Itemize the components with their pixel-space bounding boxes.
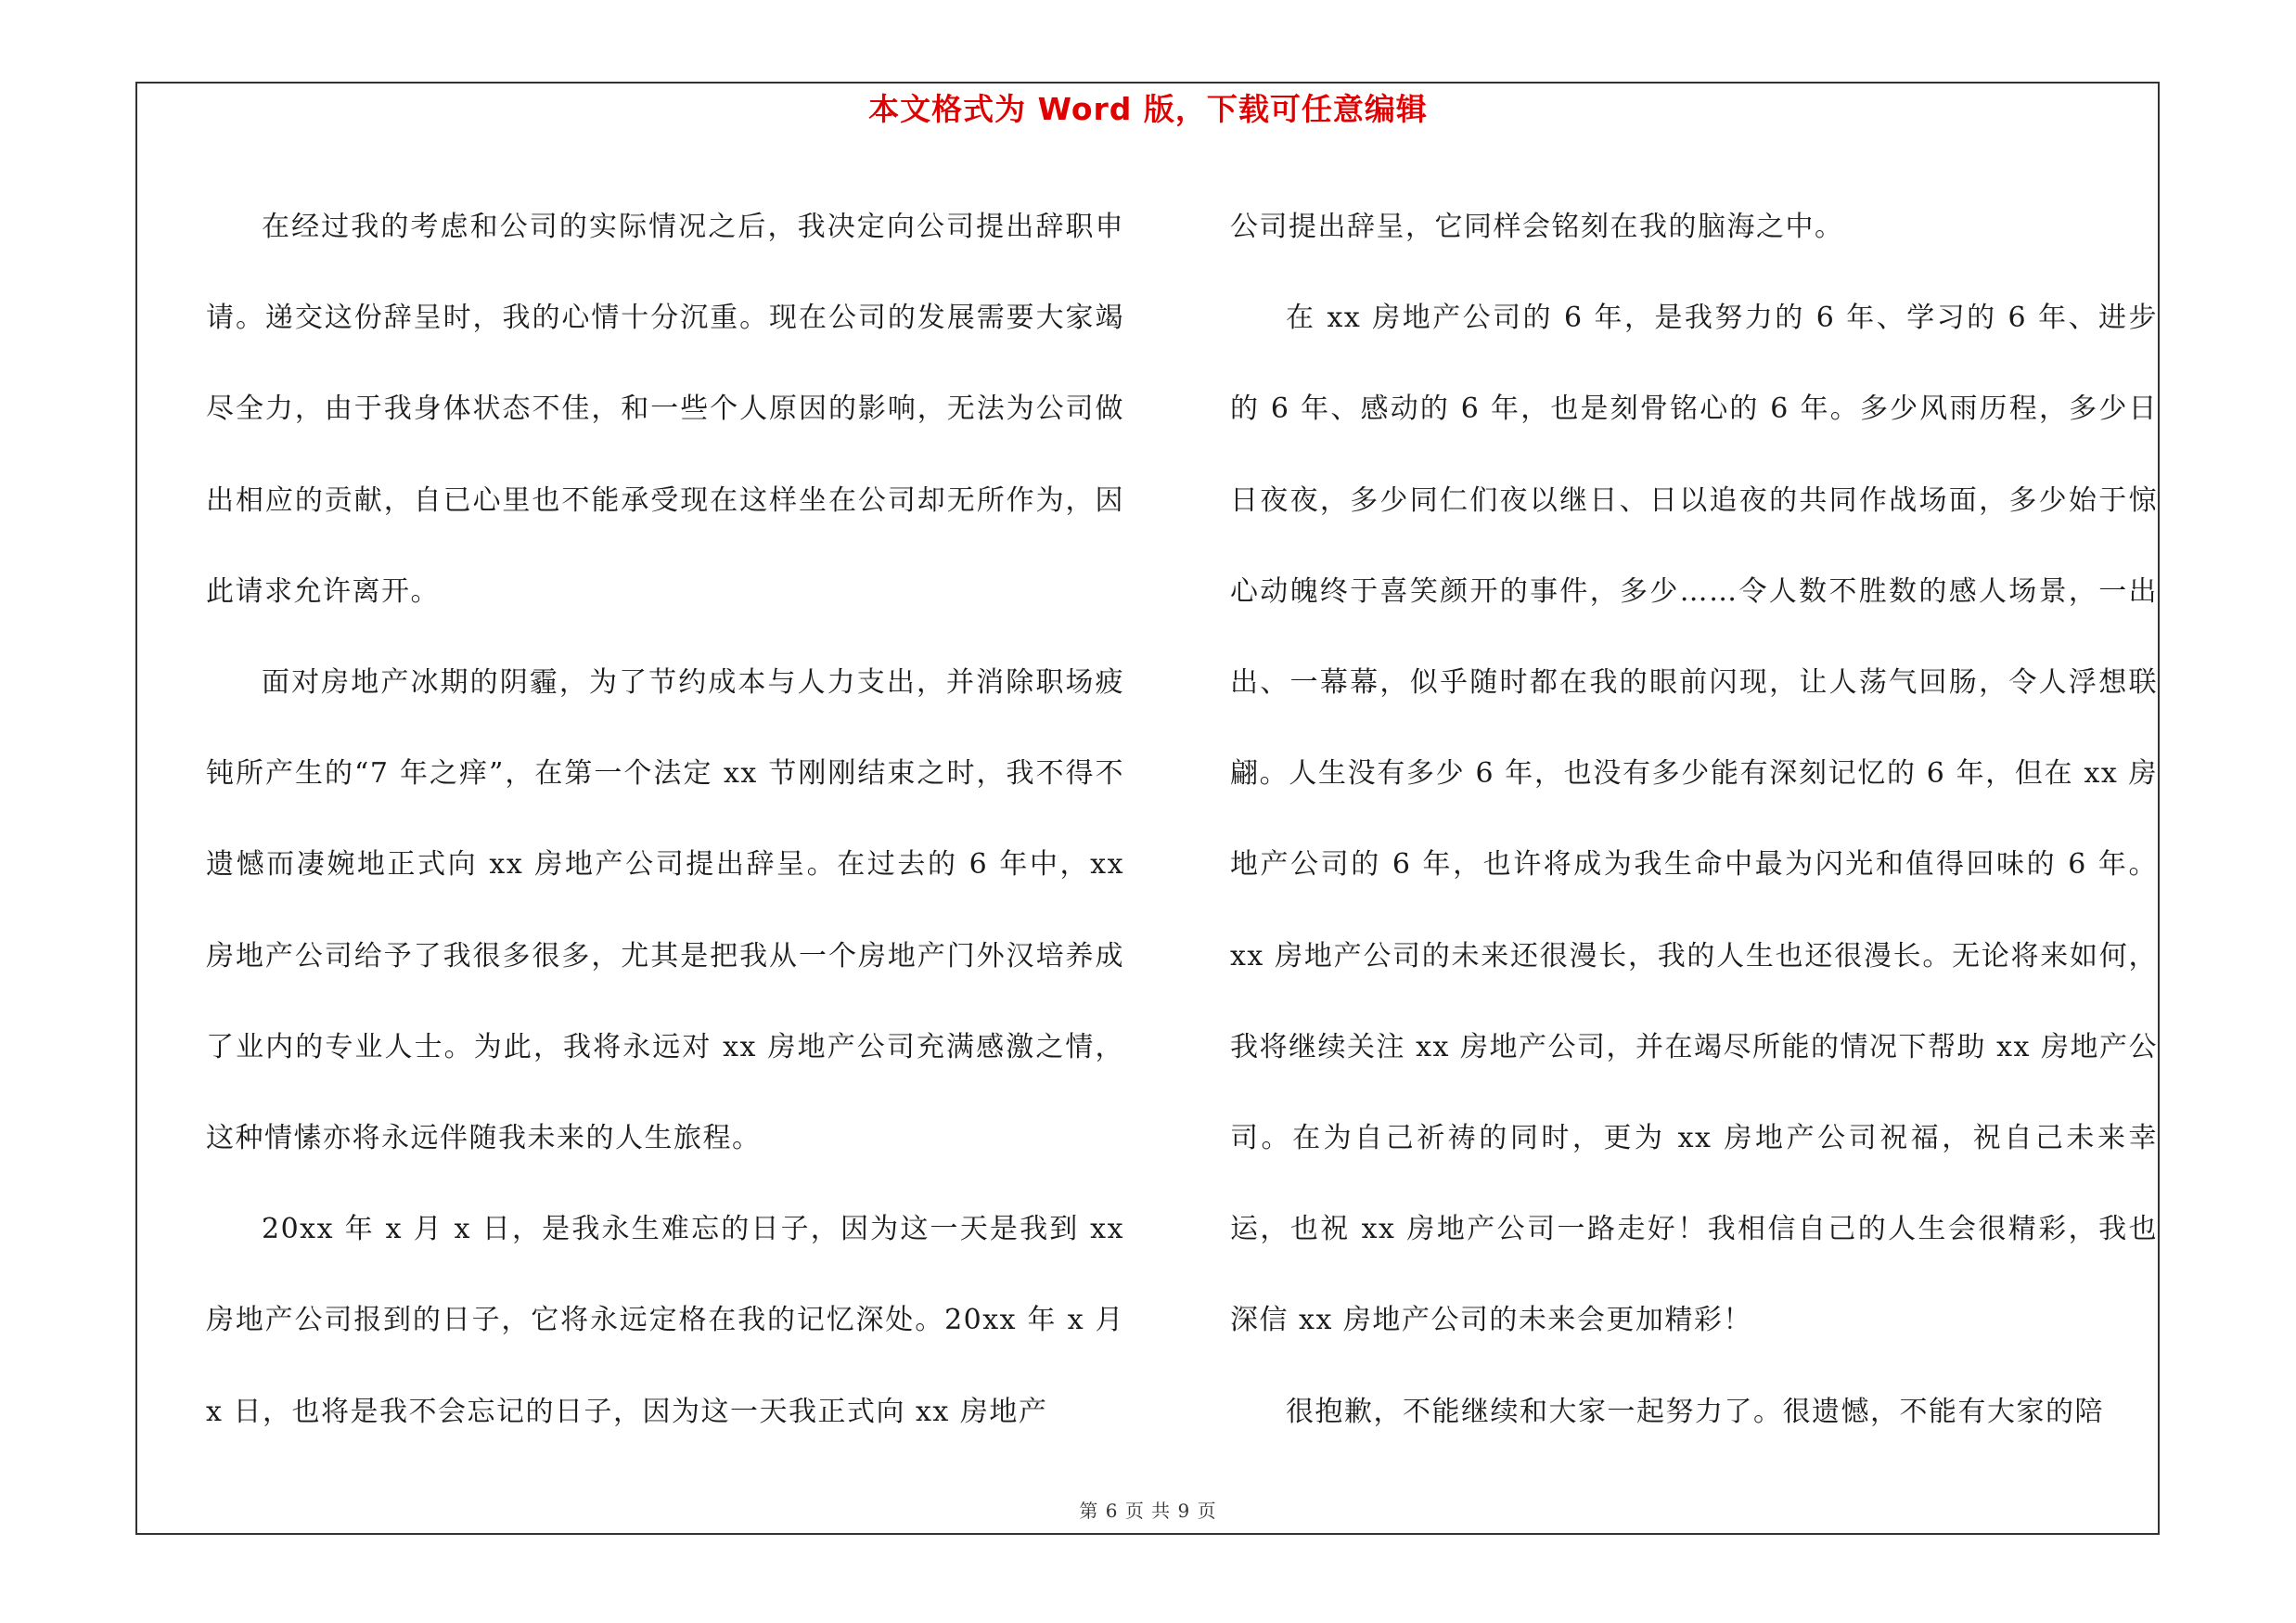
right-column (1230, 182, 2158, 1458)
paragraph: 在 xx 房地产公司的 6 年，是我努力的 6 年、学习的 6 年、进步的 6 年、感动的 6 年，也是刻骨铭心的 6 年。多少风雨历程，多少日日夜夜，多少同仁们夜以继日、日以追夜的共同作战场面，多少始于惊心动魄终于喜笑颜开的事件，多少……令人数不胜数的感人场景，一出出、一幕幕，似乎随时都在我的眼前闪现，让人荡气回肠，令人浮想联翩。人生没有多少 6 年，也没有多少能有深刻记忆的 6 年，但在 xx 房地产公司的 6 年，也许将成为我生命中最为闪光和值得回味的 6 年。xx 房地产公司的未来还很漫长，我的人生也还很漫长。无论将来如何，我将继续关注 xx 房地产公司，并在竭尽所能的情况下帮助 xx 房地产公司。在为自己祈祷的同时，更为 xx 房地产公司祝福，祝自己未来幸运，也祝 xx 房地产公司一路走好！我相信自己的人生会很精彩，我也深信 xx 房地产公司的未来会更加精彩！ (1230, 302, 2158, 1337)
paragraph: 20xx 年 x 月 x 日，是我永生难忘的日子，因为这一天是我到 xx 房地产公司报到的日子，它将永远定格在我的记忆深处。20xx 年 x 月 x 日，也将是我不会忘记的日子，因为这一天我正式向 xx 房地产 (206, 1213, 1124, 1428)
paragraph: 在经过我的考虑和公司的实际情况之后，我决定向公司提出辞职申请。递交这份辞呈时，我的心情十分沉重。现在公司的发展需要大家竭尽全力，由于我身体状态不佳，和一些个人原因的影响，无法为公司做出相应的贡献，自已心里也不能承受现在这样坐在公司却无所作为，因此请求允许离开。 (206, 211, 1124, 608)
paragraph: 很抱歉，不能继续和大家一起努力了。很遗憾，不能有大家的陪 (1286, 1395, 2104, 1428)
page-number-footer: 第 6 页 共 9 页 (1079, 1500, 1217, 1522)
paragraph: 面对房地产冰期的阴霾，为了节约成本与人力支出，并消除职场疲钝所产生的“7 年之痒”，在第一个法定 xx 节刚刚结束之时，我不得不遗憾而凄婉地正式向 xx 房地产公司提出辞呈。在过去的 6 年中，xx 房地产公司给予了我很多很多，尤其是把我从一个房地产门外汉培养成了业内的专业人士。为此，我将永远对 xx 房地产公司充满感激之情，这种情愫亦将永远伴随我未来的人生旅程。 (206, 666, 1124, 1155)
document-banner: 本文格式为 Word 版，下载可任意编辑 (868, 91, 1428, 127)
paragraph-continuation: 公司提出辞呈，它同样会铭刻在我的脑海之中。 (1230, 211, 1844, 243)
left-column (206, 182, 1124, 1458)
